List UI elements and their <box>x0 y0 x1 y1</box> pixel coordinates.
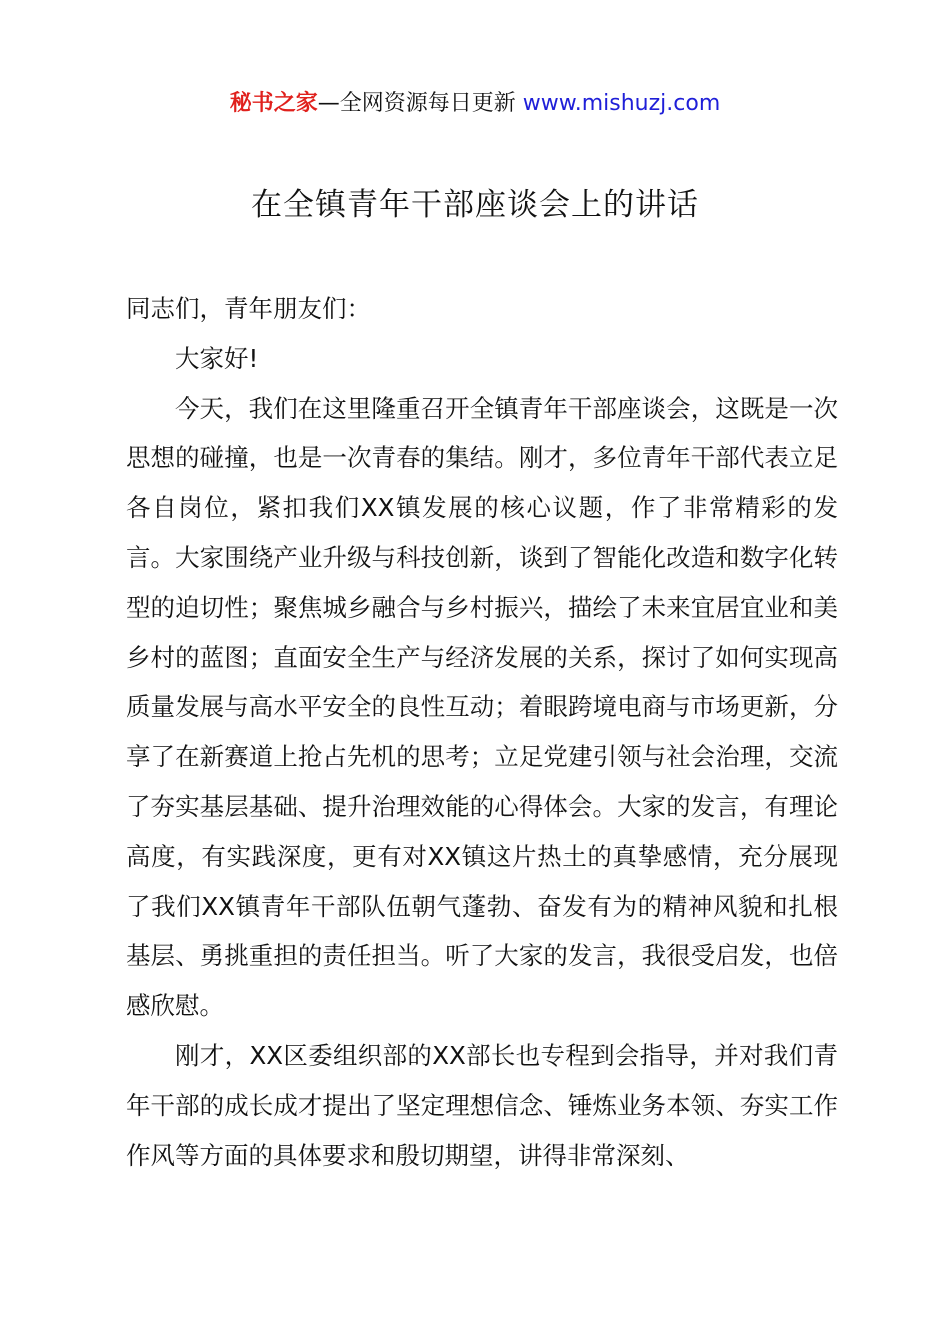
site-url-link[interactable]: www.mishuzj.com <box>522 91 721 116</box>
document-title: 在全镇青年干部座谈会上的讲话 <box>251 187 699 223</box>
body-paragraph: 今天，我们在这里隆重召开全镇青年干部座谈会，这既是一次思想的碰撞，也是一次青春的集结。刚才，多位青年干部代表立足各自岗位，紧扣我们XX镇发展的核心议题，作了非常精彩的发言。大家围绕产业升级与科技创新，谈到了智能化改造和数字化转型的迫切性；聚焦城乡融合与乡村振兴，描绘了未来宜居宜业和美乡村的蓝图；直面安全生产与经济发展的关系，探讨了如何实现高质量发展与高水平安全的良性互动；着眼跨境电商与市场更新，分享了在新赛道上抢占先机的思考；立足党建引领与社会治理，交流了夯实基层基础、提升治理效能的心得体会。大家的发言，有理论高度，有实践深度，更有对XX镇这片热土的真挚感情，充分展现了我们XX镇青年干部队伍朝气蓬勃、奋发有为的精神风貌和扎根基层、勇挑重担的责任担当。听了大家的发言，我很受启发，也倍感欣慰。 <box>126 393 838 1021</box>
greeting: 大家好! <box>175 343 259 373</box>
header-tagline: —全网资源每日更新 <box>317 91 523 116</box>
site-header <box>0 88 950 120</box>
brand-name: 秘书之家 <box>229 91 318 116</box>
body-paragraph: 刚才，XX区委组织部的XX部长也专程到会指导，并对我们青年干部的成长成才提出了坚定理想信念、锤炼业务本领、夯实工作作风等方面的具体要求和殷切期望，讲得非常深刻、 <box>126 1040 838 1170</box>
salutation: 同志们，青年朋友们： <box>126 294 371 323</box>
document-body <box>126 284 838 1180</box>
